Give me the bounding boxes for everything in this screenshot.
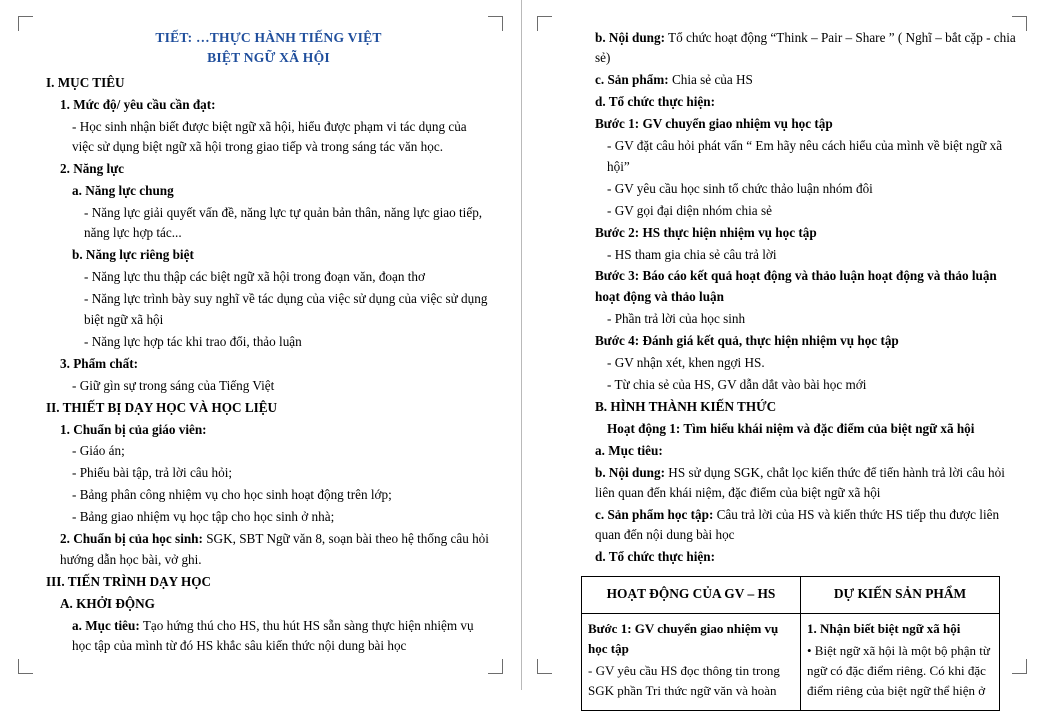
left-page-content xyxy=(46,28,491,658)
paragraph-nang-luc-rieng-2: - Năng lực trình bày suy nghĩ về tác dụng của việc sử dụng của việc sử dụng biệt ngữ xã hội xyxy=(84,291,488,327)
heading-buoc-1: Bước 1: GV chuyển giao nhiệm vụ học tập xyxy=(595,116,833,132)
label-san-pham-hoc-tap: c. Sản phẩm học tập: xyxy=(595,506,714,522)
title-line-1: TIẾT: …THỰC HÀNH TIẾNG VIỆT xyxy=(155,30,382,45)
heading-muc-do-yeu-cau: 1. Mức độ/ yêu cầu cần đạt: xyxy=(60,96,216,112)
activity-table xyxy=(581,576,1000,711)
crop-mark-top-left-2 xyxy=(537,16,552,31)
heading-pham-chat: 3. Phẩm chất: xyxy=(60,355,139,371)
text-noi-dung-hd1: HS sử dụng SGK, chắt lọc kiến thức để tiến hành trả lời câu hỏi liên quan đến khái niệm, đặc điểm của biệt ngữ xã hội xyxy=(595,464,1005,501)
paragraph-nang-luc-rieng-3: - Năng lực hợp tác khi trao đổi, thảo luận xyxy=(84,333,302,349)
table-header-row xyxy=(582,576,1000,613)
paragraph-muc-do-noi-dung: - Học sinh nhận biết được biệt ngữ xã hội, hiểu được phạm vi tác dụng của việc sử dụng biệt ngữ xã hội trong giao tiếp và trong sáng tác văn học. xyxy=(72,118,467,155)
crop-mark-bottom-left-2 xyxy=(537,659,552,674)
label-san-pham: c. Sản phẩm: xyxy=(595,72,669,88)
cell-nhan-biet-text: • Biệt ngữ xã hội là một bộ phận từ ngữ có đặc điểm riêng. Có khi đặc điểm riêng của biệt ngữ thể hiện ở xyxy=(807,642,990,699)
cell-nhan-biet-heading: 1. Nhận biết biệt ngữ xã hội xyxy=(807,620,961,636)
paragraph-muc-tieu-khoi-dong xyxy=(72,616,491,657)
heading-muc-tieu-hd1: a. Mục tiêu: xyxy=(595,442,663,458)
heading-buoc-3: Bước 3: Báo cáo kết quả hoạt động và thảo luận hoạt động và thảo luận hoạt động và thảo luận xyxy=(595,268,997,304)
paragraph-phieu-bai-tap: - Phiếu bài tập, trả lời câu hỏi; xyxy=(72,465,233,481)
text-san-pham-hoc-tap: Câu trả lời của HS và kiến thức HS tiếp thu được liên quan đến nội dung bài học xyxy=(595,506,1000,543)
heading-buoc-4: Bước 4: Đánh giá kết quả, thực hiện nhiệm vụ học tập xyxy=(595,332,899,348)
paragraph-buoc1-item1: - GV đặt câu hỏi phát vấn “ Em hãy nêu cách hiểu của mình về biệt ngữ xã hội” xyxy=(607,138,1003,174)
cell-buoc-1-text: - GV yêu cầu HS đọc thông tin trong SGK phần Tri thức ngữ văn và hoàn xyxy=(588,662,780,699)
crop-mark-bottom-left xyxy=(18,659,33,674)
paragraph-nang-luc-rieng-1: - Năng lực thu thập các biệt ngữ xã hội trong đoạn văn, đoạn thơ xyxy=(84,269,425,285)
cell-buoc-1-heading: Bước 1: GV chuyển giao nhiệm vụ học tập xyxy=(588,620,779,656)
paragraph-chuan-bi-hoc-sinh xyxy=(60,529,491,570)
title-line-2: BIỆT NGỮ XÃ HỘI xyxy=(207,50,330,66)
heading-nang-luc-chung: a. Năng lực chung xyxy=(72,183,174,199)
heading-to-chuc-thuc-hien-1: d. Tổ chức thực hiện: xyxy=(595,94,715,110)
activity-table-head xyxy=(582,576,1000,613)
heading-nang-luc: 2. Năng lực xyxy=(60,161,124,177)
document-page-right xyxy=(523,0,1045,699)
right-page-content xyxy=(581,28,1019,711)
text-san-pham: Chia sẻ của HS xyxy=(668,72,753,88)
paragraph-buoc4-item1: - GV nhận xét, khen ngợi HS. xyxy=(607,354,765,370)
table-cell-gv-hs xyxy=(582,613,801,711)
activity-table-body xyxy=(582,613,1000,711)
heading-nang-luc-rieng-biet: b. Năng lực riêng biệt xyxy=(72,247,194,263)
label-noi-dung-hd1: b. Nội dung: xyxy=(595,464,665,480)
document-title xyxy=(46,28,491,69)
paragraph-buoc2-item1: - HS tham gia chia sẻ câu trả lời xyxy=(607,246,777,262)
table-header-du-kien: DỰ KIẾN SẢN PHẨM xyxy=(801,576,1000,613)
paragraph-bang-giao-nhiem-vu: - Bảng giao nhiệm vụ học tập cho học sinh ở nhà; xyxy=(72,509,335,525)
table-row xyxy=(582,613,1000,711)
heading-khoi-dong: A. KHỞI ĐỘNG xyxy=(60,595,155,611)
paragraph-buoc1-item2: - GV yêu cầu học sinh tổ chức thảo luận nhóm đôi xyxy=(607,180,873,196)
paragraph-buoc4-item2: - Từ chia sẻ của HS, GV dẫn dắt vào bài học mới xyxy=(607,376,867,392)
label-chuan-bi-hoc-sinh: 2. Chuẩn bị của học sinh: xyxy=(60,531,203,547)
heading-chuan-bi-giao-vien: 1. Chuẩn bị của giáo viên: xyxy=(60,421,207,437)
heading-hoat-dong-1: Hoạt động 1: Tìm hiểu khái niệm và đặc điểm của biệt ngữ xã hội xyxy=(607,420,975,436)
paragraph-san-pham-khoi-dong xyxy=(595,70,1019,90)
heading-tien-trinh-day-hoc: III. TIẾN TRÌNH DẠY HỌC xyxy=(46,573,212,589)
paragraph-pham-chat: - Giữ gìn sự trong sáng của Tiếng Việt xyxy=(72,377,275,393)
table-cell-du-kien xyxy=(801,613,1000,711)
paragraph-buoc3-item1: - Phần trả lời của học sinh xyxy=(607,310,746,326)
heading-to-chuc-thuc-hien-2: d. Tổ chức thực hiện: xyxy=(595,549,715,565)
document-page-left xyxy=(0,0,522,690)
label-muc-tieu: a. Mục tiêu: xyxy=(72,617,140,633)
text-muc-tieu: Tạo hứng thú cho HS, thu hút HS sẵn sàng thực hiện nhiệm vụ học tập của mình từ đó HS khắc sâu kiến thức nội dung bài học xyxy=(72,617,474,654)
text-chuan-bi-hoc-sinh: SGK, SBT Ngữ văn 8, soạn bài theo hệ thống câu hỏi hướng dẫn học bài, vở ghi. xyxy=(60,531,489,567)
heading-hinh-thanh-kien-thuc: B. HÌNH THÀNH KIẾN THỨC xyxy=(595,398,777,414)
text-noi-dung: Tổ chức hoạt động “Think – Pair – Share ” ( Nghĩ – bắt cặp - chia sẻ) xyxy=(595,30,1016,66)
paragraph-bang-phan-cong: - Bảng phân công nhiệm vụ cho học sinh hoạt động trên lớp; xyxy=(72,487,392,503)
paragraph-nang-luc-chung: - Năng lực giải quyết vấn đề, năng lực tự quản bản thân, năng lực giao tiếp, năng lực hợp tác... xyxy=(84,205,483,241)
heading-buoc-2: Bước 2: HS thực hiện nhiệm vụ học tập xyxy=(595,224,817,240)
table-header-gv-hs: HOẠT ĐỘNG CỦA GV – HS xyxy=(582,576,801,613)
paragraph-noi-dung-khoi-dong xyxy=(595,28,1019,69)
label-noi-dung: b. Nội dung: xyxy=(595,30,665,45)
crop-mark-top-left xyxy=(18,16,33,31)
crop-mark-bottom-right xyxy=(488,659,503,674)
heading-muc-tieu: I. MỤC TIÊU xyxy=(46,74,125,90)
paragraph-buoc1-item3: - GV gọi đại diện nhóm chia sẻ xyxy=(607,202,772,218)
paragraph-san-pham-hoc-tap xyxy=(595,505,1019,546)
paragraph-noi-dung-hd1 xyxy=(595,463,1019,504)
heading-thiet-bi-day-hoc: II. THIẾT BỊ DẠY HỌC VÀ HỌC LIỆU xyxy=(46,399,278,415)
paragraph-giao-an: - Giáo án; xyxy=(72,443,125,459)
